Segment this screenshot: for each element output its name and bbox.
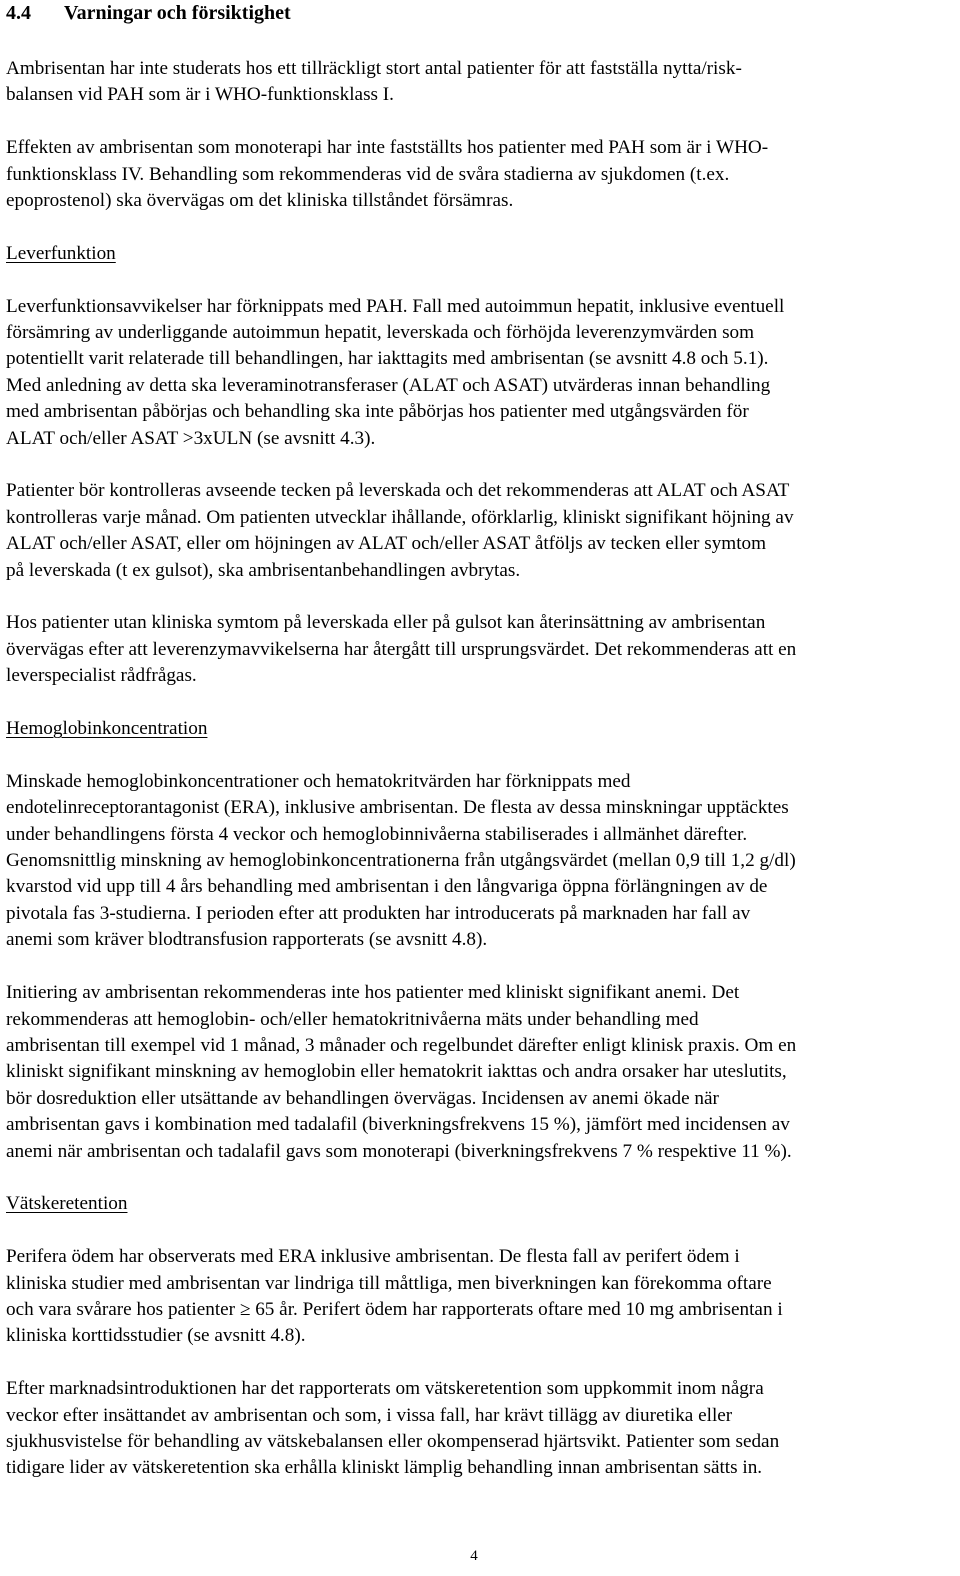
paragraph-hemoglobin-decrease: Minskade hemoglobinkoncentrationer och hematokritvärden har förknippats med endotelinreceptorantagonist (ERA), inklusive ambrisentan. De flesta av dessa minskningar upptäcktes under behandlingens första 4 veckor och hemoglobinnivåerna stabiliserades i allmänhet därefter. Genomsnittlig minskning av hemoglobinkoncentrationerna från utgångsvärdet (mellan 0,9 till 1,2 g/dl) kvarstod vid upp till 4 års behandling med ambrisentan i den långvariga öppna förlängningen av de pivotala fas 3-studierna. I perioden efter att produkten har introducerats på marknaden har fall av anemi som kräver blodtransfusion rapporterats (se avsnitt 4.8). [6, 770, 796, 951]
paragraph-liver-monitoring: Patienter bör kontrolleras avseende tecken på leverskada och det rekommenderas att ALAT och ASAT kontrolleras varje månad. Om patienten utvecklar ihållande, oförklarlig, kliniskt signifikant höjning av ALAT och/eller ASAT, eller om höjningen av ALAT och/eller ASAT åtföljs av tecken eller symtom på leverskada (t ex gulsot), ska ambrisentanbehandlingen avbrytas. [6, 480, 794, 581]
paragraph-peripheral-edema: Perifera ödem har observerats med ERA inklusive ambrisentan. De flesta fall av perifert ödem i kliniska studier med ambrisentan var lindriga till måttliga, men biverkningen kan förekomma oftare och vara svårare hos patienter ≥ 65 år. Perifert ödem har rapporterats oftare med 10 mg ambrisentan i kliniska korttidsstudier (se avsnitt 4.8). [6, 1246, 783, 1347]
section-title: Varningar och försiktighet [64, 2, 291, 24]
paragraph-postmarketing-fluid: Efter marknadsintroduktionen har det rapporterats om vätskeretention som uppkommit inom några veckor efter insättandet av ambrisentan och som, i vissa fall, har krävt tillägg av diuretika eller sjukhusvistelse för behandling av vätskebalansen eller okompenserad hjärtsvikt. Patienter som sedan tidigare lider av vätskeretention ska erhålla kliniskt lämplig behandling innan ambrisentan sätts in. [6, 1378, 780, 1479]
paragraph-liver-reinitiation: Hos patienter utan kliniska symtom på leverskada eller på gulsot kan återinsättning av ambrisentan övervägas efter att leverenzymavvikelserna har återgått till ursprungsvärdet. Det rekommenderas att en leverspecialist rådfrågas. [6, 612, 797, 687]
paragraph-who-class-4: Effekten av ambrisentan som monoterapi har inte fastställts hos patienter med PAH som är i WHO- funktionsklass IV. Behandling som rekommenderas vid de svåra stadierna av sjukdomen (t.ex. epoprostenol) ska övervägas om det kliniska tillståndet försämras. [6, 137, 769, 212]
paragraph-who-class-1: Ambrisentan har inte studerats hos ett tillräckligt stort antal patienter för att fastställa nytta/risk- balansen vid PAH som är i WHO-funktionsklass I. [6, 58, 742, 106]
paragraph-liver-abnormalities: Leverfunktionsavvikelser har förknippats med PAH. Fall med autoimmun hepatit, inklusive eventuell försämring av underliggande autoimmun hepatit, leverskada och förhöjda leverenzymvärden som potentiellt varit relaterade till behandlingen, har iakttagits med ambrisentan (se avsnitt 4.8 och 5.1). Med anledning av detta ska leveraminotransferaser (ALAT och ASAT) utvärderas innan behandling med ambrisentan påbörjas och behandling ska inte påbörjas hos patienter med utgångsvärden för ALAT och/eller ASAT >3xULN (se avsnitt 4.3). [6, 295, 785, 449]
document-page [6, 0, 954, 1482]
section-number: 4.4 [6, 2, 31, 24]
section-heading [6, 0, 954, 26]
subheading-hemoglobin: Hemoglobinkoncentration [6, 718, 208, 740]
page-number: 4 [470, 1548, 478, 1564]
subheading-fluid-retention: Vätskeretention [6, 1193, 128, 1215]
subheading-liver-function: Leverfunktion [6, 242, 116, 264]
paragraph-hemoglobin-anemia: Initiering av ambrisentan rekommenderas inte hos patienter med kliniskt signifikant anemi. Det rekommenderas att hemoglobin- och/eller hematokritnivåerna mäts under behandling med ambrisentan till exempel vid 1 månad, 3 månader och regelbundet därefter enligt klinisk praxis. Om en kliniskt signifikant minskning av hemoglobin eller hematokrit iakttas och andra orsaker har uteslutits, bör dosreduktion eller utsättande av behandlingen övervägas. Incidensen av anemi ökade när ambrisentan gavs i kombination med tadalafil (biverkningsfrekvens 15 %), jämfört med incidensen av anemi när ambrisentan och tadalafil gavs som monoterapi (biverkningsfrekvens 7 % respektive 11 %). [6, 982, 797, 1162]
